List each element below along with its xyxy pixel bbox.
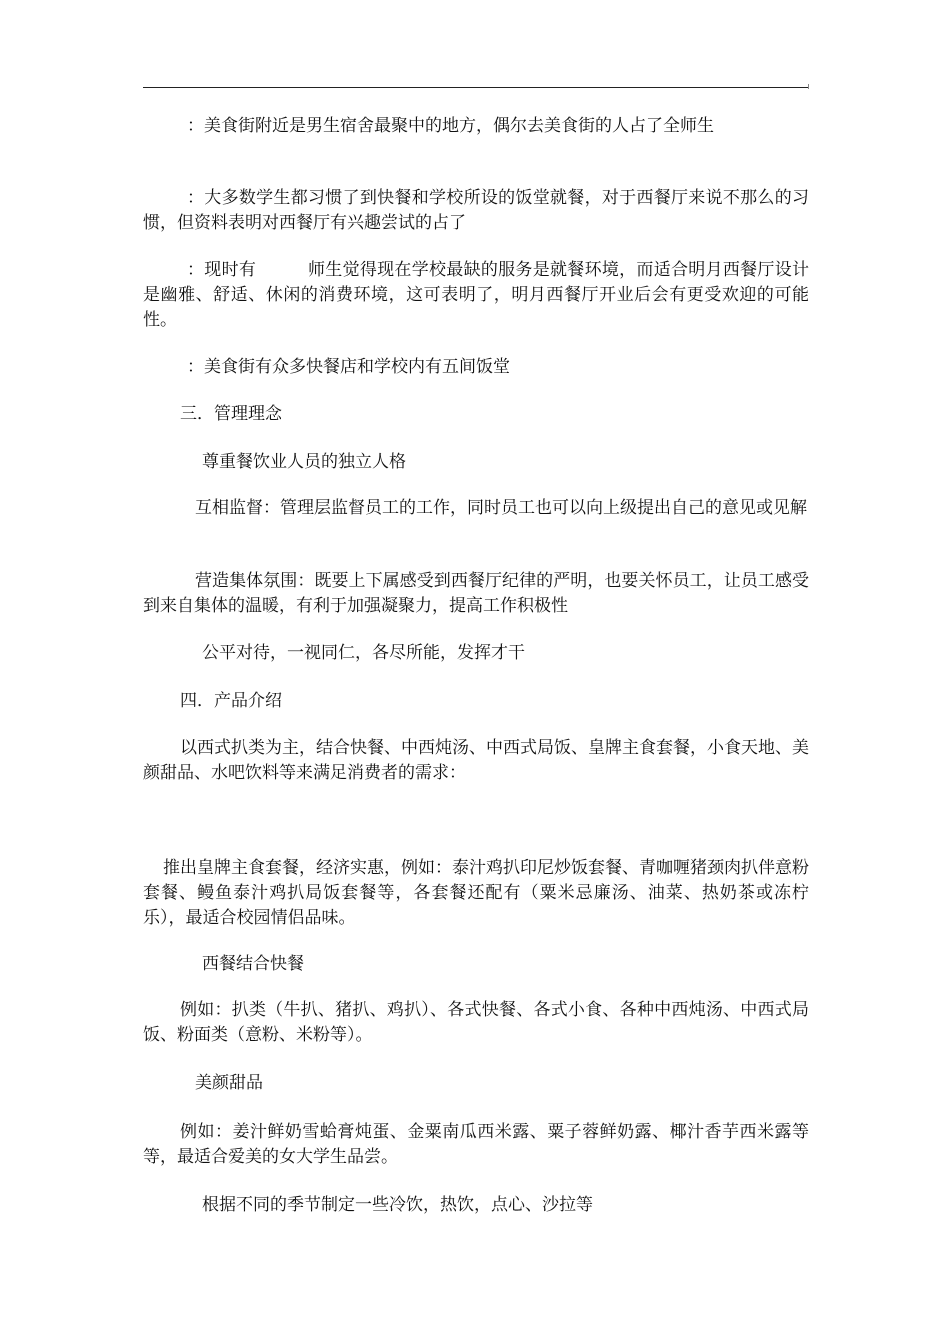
subheading-desserts: 美颜甜品 bbox=[195, 1073, 263, 1093]
paragraph-respect: 尊重餐饮业人员的独立人格 bbox=[202, 452, 406, 472]
paragraph-signature-sets: 推出皇牌主食套餐，经济实惠，例如：泰汁鸡扒印尼炒饭套餐、青咖喱猪颈肉扒伴意粉套餐、鳗鱼泰汁鸡扒局饭套餐等，各套餐还配有（粟米忌廉汤、油菜、热奶茶或冻柠乐），最适合校园情侣品味。 bbox=[143, 858, 809, 928]
paragraph-meishijie-location: ：美食街附近是男生宿舍最聚中的地方，偶尔去美食街的人占了全师生 bbox=[187, 116, 714, 136]
paragraph-competition: ：美食街有众多快餐店和学校内有五间饭堂 bbox=[187, 357, 510, 377]
paragraph-collective-atmosphere: 营造集体氛围：既要上下属感受到西餐厅纪律的严明，也要关怀员工，让员工感受到来自集体的温暖，有利于加强凝聚力，提高工作积极性 bbox=[143, 571, 809, 616]
subheading-western-fast-food: 西餐结合快餐 bbox=[202, 954, 304, 974]
paragraph-dining-environment: ：现时有 师生觉得现在学校最缺的服务是就餐环境，而适合明月西餐厅设计是幽雅、舒适、休闲的消费环境，这可表明了，明月西餐厅开业后会有更受欢迎的可能性。 bbox=[143, 260, 809, 330]
paragraph-student-habits: ：大多数学生都习惯了到快餐和学校所设的饭堂就餐，对于西餐厅来说不那么的习惯，但资料表明对西餐厅有兴趣尝试的占了 bbox=[143, 188, 809, 233]
section-heading-products: 四．产品介绍 bbox=[180, 691, 282, 711]
header-corner-mark bbox=[808, 84, 809, 89]
paragraph-western-examples: 例如：扒类（牛扒、猪扒、鸡扒）、各式快餐、各式小食、各种中西炖汤、中西式局饭、粉面类（意粉、米粉等）。 bbox=[143, 1000, 809, 1045]
paragraph-dessert-examples: 例如：姜汁鲜奶雪蛤膏炖蛋、金粟南瓜西米露、粟子蓉鲜奶露、椰汁香芋西米露等等，最适合爱美的女大学生品尝。 bbox=[143, 1122, 809, 1167]
section-heading-management: 三．管理理念 bbox=[180, 404, 282, 424]
paragraph-product-overview: 以西式扒类为主，结合快餐、中西炖汤、中西式局饭、皇牌主食套餐，小食天地、美颜甜品、水吧饮料等来满足消费者的需求： bbox=[143, 738, 809, 783]
header-rule bbox=[143, 87, 809, 88]
paragraph-mutual-supervision: 互相监督：管理层监督员工的工作，同时员工也可以向上级提出自己的意见或见解 bbox=[195, 498, 807, 518]
paragraph-fairness: 公平对待，一视同仁，各尽所能，发挥才干 bbox=[202, 643, 525, 663]
paragraph-seasonal-items: 根据不同的季节制定一些冷饮，热饮，点心、沙拉等 bbox=[202, 1195, 593, 1215]
